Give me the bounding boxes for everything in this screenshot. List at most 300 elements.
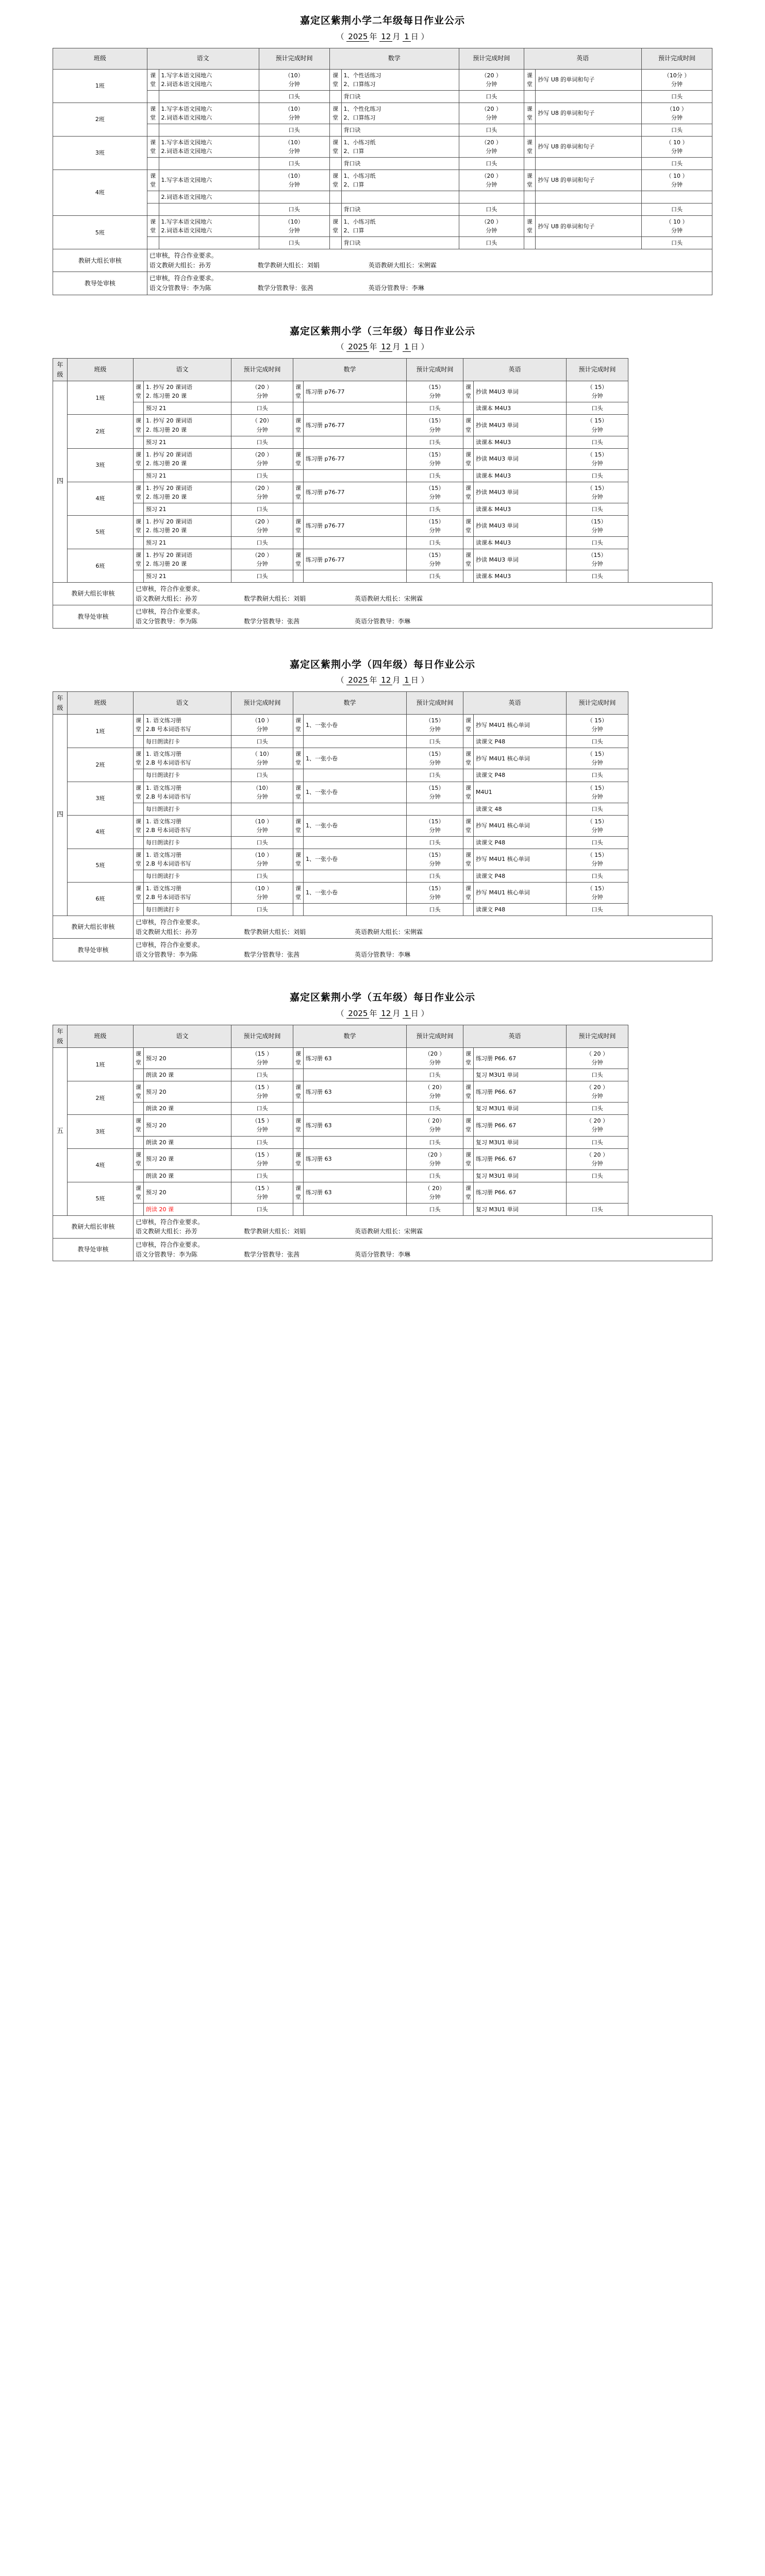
cell-english-time: （ 15） 分钟 [567,748,628,769]
cell-classroom-marker-english [463,1103,474,1115]
cell-english-homework: 读课文 P48 [474,769,567,782]
table-row [53,1170,712,1182]
cell-classroom-marker-chinese [134,1069,144,1081]
cell-class: 3班 [53,136,147,170]
office-math: 数学分管教导：张茜 [244,1250,300,1258]
cell-chinese-homework: 预习 20 [144,1048,231,1069]
cell-math-time: （15） 分钟 [407,782,463,803]
cell-classroom-marker-english [463,904,474,916]
audit-row-research-group [53,916,712,939]
cell-chinese-homework: 1.写字本语文园地六 2.词语本语文园地六 [159,69,259,90]
office-english: 英语分管教导：李琳 [355,951,411,958]
header-class: 班级 [68,359,134,381]
cell-math-time: 口头 [407,769,463,782]
cell-math-time: （15） 分钟 [407,882,463,903]
cell-classroom-marker-english [463,503,474,515]
cell-math-time: （15） 分钟 [407,381,463,402]
cell-chinese-time [231,803,293,815]
audit-label-office: 教导处审核 [53,939,134,961]
group-english: 英语教研大组长：宋俐霖 [355,928,423,936]
cell-classroom-marker-math: 课堂 [329,103,341,124]
cell-english-homework: 读课本 M4U3 [474,469,567,482]
announcement-title-2: 嘉定区紫荆小学（三年级）每日作业公示 [289,325,475,337]
table-row [53,436,712,448]
cell-english-time: 口头 [567,536,628,549]
cell-english-homework: 读课本 M4U3 [474,503,567,515]
date-month: 12 [379,342,392,352]
group-confirm: 已审核，符合作业要求。 [136,1218,204,1226]
table-row [53,136,712,157]
cell-math-homework: 1、一张小卷 [304,882,407,903]
cell-english-time: （ 10 ） 分钟 [641,216,712,237]
cell-classroom-marker-math: 课堂 [293,1182,304,1203]
cell-chinese-time: 口头 [231,1136,293,1148]
cell-classroom-marker-chinese: 课堂 [134,782,144,803]
cell-math-time: 口头 [407,904,463,916]
cell-class: 3班 [68,448,134,482]
cell-classroom-marker-chinese: 课堂 [134,482,144,503]
cell-chinese-homework: 每日朗读打卡 [144,803,231,815]
cell-math-homework: 练习册 p76-77 [304,448,407,469]
cell-english-homework: 抄读 M4U3 单词 [474,482,567,503]
cell-classroom-marker-english: 课堂 [463,381,474,402]
cell-classroom-marker-english: 课堂 [463,748,474,769]
cell-classroom-marker-chinese [134,402,144,415]
cell-classroom-marker-chinese [147,204,159,216]
table-row [53,103,712,124]
header-chinese-time: 预计完成时间 [259,48,329,69]
cell-math-time: （20 ） 分钟 [407,1148,463,1170]
cell-math-homework: 练习册 p76-77 [304,549,407,570]
cell-english-homework: 抄读 M4U3 单词 [474,415,567,436]
cell-chinese-time: （ 10） 分钟 [231,748,293,769]
cell-math-time [407,803,463,815]
cell-chinese-time: （20 ） 分钟 [231,482,293,503]
cell-classroom-marker-math [293,570,304,583]
cell-math-time: 口头 [407,503,463,515]
cell-chinese-homework: 每日朗读打卡 [144,769,231,782]
cell-math-homework: 练习册 63 [304,1048,407,1069]
cell-classroom-marker-math [293,769,304,782]
header-chinese-time: 预计完成时间 [231,1025,293,1047]
table-row [53,1136,712,1148]
cell-chinese-time: 口头 [231,1069,293,1081]
date-month: 12 [379,1009,392,1019]
cell-math-homework [304,570,407,583]
group-english: 英语教研大组长：宋俐霖 [355,595,423,602]
cell-classroom-marker-english [463,536,474,549]
cell-classroom-marker-chinese [147,191,159,204]
announcement-date-4: （ 2025 年 12 月 1 日 ） [336,1008,429,1018]
cell-english-time: 口头 [567,402,628,415]
cell-math-homework [304,1203,407,1215]
table-row [53,469,712,482]
header-class: 班级 [53,48,147,69]
date-year: 2025 [346,342,369,352]
cell-class: 4班 [53,170,147,215]
cell-math-time: （15） 分钟 [407,415,463,436]
cell-classroom-marker-math: 课堂 [293,381,304,402]
cell-chinese-homework: 1. 抄写 20 课词语 2. 练习册 20 课 [144,448,231,469]
cell-english-time: （ 15） 分钟 [567,415,628,436]
cell-chinese-homework: 预习 21 [144,402,231,415]
cell-chinese-homework: 1. 抄写 20 课词语 2. 练习册 20 课 [144,515,231,536]
cell-math-time: （ 20） 分钟 [407,1182,463,1203]
cell-english-time: （15） 分钟 [567,549,628,570]
cell-math-time: 口头 [407,436,463,448]
table-header-row [53,1025,712,1047]
cell-classroom-marker-english: 课堂 [524,170,536,191]
cell-chinese-time: （15 ） 分钟 [231,1182,293,1203]
table-row [53,415,712,436]
office-english: 英语分管教导：李琳 [355,1250,411,1258]
header-chinese-time: 预计完成时间 [231,359,293,381]
cell-chinese-time: （20 ） 分钟 [231,381,293,402]
cell-classroom-marker-math: 课堂 [293,1081,304,1103]
cell-english-time: 口头 [567,503,628,515]
cell-math-homework [304,870,407,882]
cell-classroom-marker-math [329,191,341,204]
cell-math-time: 口头 [407,1203,463,1215]
cell-math-time: （20 ） 分钟 [459,103,524,124]
table-row [53,748,712,769]
cell-class: 3班 [68,782,134,815]
cell-english-homework: 读课文 P48 [474,870,567,882]
cell-math-homework [304,836,407,849]
header-english-time: 预计完成时间 [641,48,712,69]
cell-classroom-marker-math [293,1103,304,1115]
audit-label-research-group: 教研大组长审核 [53,1215,134,1238]
cell-chinese-homework: 1. 抄写 20 课词语 2. 练习册 20 课 [144,482,231,503]
header-english: 英语 [463,1025,567,1047]
cell-math-homework: 练习册 63 [304,1148,407,1170]
cell-english-homework: M4U1 [474,782,567,803]
cell-english-time: （ 15） 分钟 [567,849,628,870]
cell-classroom-marker-math: 课堂 [329,136,341,157]
cell-english-homework: 抄读 M4U3 单词 [474,381,567,402]
cell-english-time: 口头 [641,204,712,216]
cell-chinese-homework: 1. 语文练习册 2.B 号本词语书写 [144,715,231,736]
announcement-title-3: 嘉定区紫荆小学（四年级）每日作业公示 [289,658,475,670]
cell-chinese-homework [159,124,259,136]
cell-english-time: （ 15） 分钟 [567,448,628,469]
cell-english-time: （ 15） 分钟 [567,782,628,803]
cell-classroom-marker-english: 课堂 [463,448,474,469]
cell-classroom-marker-chinese: 课堂 [134,715,144,736]
cell-classroom-marker-chinese: 课堂 [134,1081,144,1103]
cell-math-homework: 1、小练习纸 2、口算 [341,170,459,191]
cell-math-homework [304,436,407,448]
header-chinese: 语文 [134,692,231,715]
cell-english-homework: 读课本 M4U3 [474,570,567,583]
group-math: 数学教研大组长：刘娟 [244,928,306,936]
cell-chinese-homework: 预习 20 [144,1081,231,1103]
cell-math-homework: 背口诀 [341,237,459,249]
office-signatures [136,950,710,960]
cell-math-time: （ 20） 分钟 [407,1115,463,1136]
cell-classroom-marker-english: 课堂 [463,715,474,736]
cell-classroom-marker-chinese [134,904,144,916]
cell-math-time: （15） 分钟 [407,715,463,736]
cell-english-homework: 复习 M3U1 单词 [474,1103,567,1115]
cell-english-time: 口头 [567,769,628,782]
cell-math-homework: 1、一张小卷 [304,815,407,836]
group-chinese: 语文教研大组长：孙芳 [149,261,211,269]
cell-classroom-marker-english: 课堂 [524,69,536,90]
table-row [53,381,712,402]
announcement-block-4 [53,977,712,1261]
cell-english-homework: 读课本 M4U3 [474,536,567,549]
audit-label-office: 教导处审核 [53,272,147,295]
cell-chinese-homework: 1. 语文练习册 2.B 号本词语书写 [144,748,231,769]
cell-chinese-time: 口头 [231,436,293,448]
cell-math-time: 口头 [407,736,463,748]
office-confirm: 已审核，符合作业要求。 [149,275,218,282]
cell-classroom-marker-english [463,736,474,748]
cell-math-time: 口头 [407,870,463,882]
cell-classroom-marker-math [293,436,304,448]
header-grade: 年级 [53,692,68,715]
audit-row-office [53,939,712,961]
header-math: 数学 [293,692,407,715]
cell-english-homework [536,237,642,249]
homework-table-4 [53,1025,712,1261]
table-row [53,191,712,204]
table-row [53,882,712,903]
cell-english-homework: 抄读 M4U3 单词 [474,448,567,469]
announcement-block-1 [53,0,712,295]
cell-classroom-marker-english: 课堂 [463,782,474,803]
audit-row-research-group [53,1215,712,1238]
cell-classroom-marker-math: 课堂 [293,748,304,769]
cell-english-time: 口头 [567,836,628,849]
cell-english-time: （ 15） 分钟 [567,815,628,836]
group-signatures [136,1227,710,1236]
cell-classroom-marker-math [293,836,304,849]
cell-english-homework: 复习 M3U1 单词 [474,1170,567,1182]
cell-math-homework: 练习册 p76-77 [304,482,407,503]
cell-classroom-marker-chinese [134,1203,144,1215]
office-math: 数学分管教导：张茜 [244,951,300,958]
table-row [53,849,712,870]
table-row [53,803,712,815]
cell-math-homework: 练习册 p76-77 [304,381,407,402]
cell-classroom-marker-english [463,1170,474,1182]
group-confirm: 已审核，符合作业要求。 [136,585,204,593]
cell-chinese-time: 口头 [259,204,329,216]
cell-chinese-time: 口头 [231,570,293,583]
cell-classroom-marker-english [524,124,536,136]
table-row [53,715,712,736]
audit-label-office: 教导处审核 [53,1239,134,1261]
cell-math-homework: 1、一张小卷 [304,748,407,769]
cell-chinese-time: （10） 分钟 [231,782,293,803]
cell-classroom-marker-math [293,803,304,815]
cell-grade: 四 [53,715,68,916]
cell-english-homework: 复习 M3U1 单词 [474,1069,567,1081]
cell-classroom-marker-english [463,769,474,782]
cell-math-time: （15） 分钟 [407,448,463,469]
cell-english-time: （ 15） 分钟 [567,715,628,736]
cell-chinese-homework: 朗读 20 课 [144,1136,231,1148]
cell-chinese-homework [159,204,259,216]
cell-class: 2班 [68,1081,134,1115]
cell-english-homework: 抄写 U8 的单词和句子 [536,136,642,157]
cell-chinese-time: （10） 分钟 [259,103,329,124]
cell-math-homework [304,536,407,549]
office-signatures [136,1250,710,1260]
cell-english-time: 口头 [567,904,628,916]
cell-class: 4班 [68,482,134,515]
cell-math-homework [304,1103,407,1115]
cell-math-homework: 练习册 63 [304,1115,407,1136]
homework-table-1 [53,48,712,295]
cell-english-time: 口头 [641,237,712,249]
cell-english-time: 口头 [567,436,628,448]
cell-chinese-homework: 预习 21 [144,436,231,448]
cell-math-time: 口头 [407,402,463,415]
cell-english-time: （ 10 ） 分钟 [641,170,712,191]
cell-chinese-homework: 朗读 20 课 [144,1203,231,1215]
cell-math-time: 口头 [407,1170,463,1182]
cell-math-time: （ 20） 分钟 [407,1081,463,1103]
cell-classroom-marker-math: 课堂 [293,1148,304,1170]
group-math: 数学教研大组长：刘娟 [244,1228,306,1235]
date-year: 2025 [346,1009,369,1019]
cell-classroom-marker-english [524,191,536,204]
cell-classroom-marker-math: 课堂 [293,515,304,536]
table-row [53,549,712,570]
cell-classroom-marker-math: 课堂 [293,849,304,870]
cell-classroom-marker-math: 课堂 [329,69,341,90]
cell-classroom-marker-english: 课堂 [524,216,536,237]
cell-chinese-time: （20 ） 分钟 [231,549,293,570]
cell-classroom-marker-chinese [147,237,159,249]
table-row [53,870,712,882]
cell-english-homework [536,191,642,204]
cell-class: 1班 [68,381,134,415]
cell-classroom-marker-math: 课堂 [293,549,304,570]
cell-chinese-time: （15 ） 分钟 [231,1048,293,1069]
cell-chinese-homework [159,157,259,170]
cell-chinese-homework: 1. 抄写 20 课词语 2. 练习册 20 课 [144,549,231,570]
cell-math-homework: 1、小练习纸 2、口算 [341,216,459,237]
cell-math-time: 口头 [407,570,463,583]
cell-chinese-homework: 预习 20 [144,1115,231,1136]
cell-classroom-marker-chinese [134,503,144,515]
header-english-time: 预计完成时间 [567,1025,628,1047]
audit-body-research-group [134,1215,712,1238]
cell-classroom-marker-math: 课堂 [293,815,304,836]
cell-chinese-homework: 1. 抄写 20 课词语 2. 练习册 20 课 [144,415,231,436]
cell-english-homework: 抄写 M4U1 核心单词 [474,715,567,736]
cell-classroom-marker-chinese: 课堂 [134,815,144,836]
cell-english-homework: 读课文 48 [474,803,567,815]
header-math-time: 预计完成时间 [459,48,524,69]
office-confirm: 已审核，符合作业要求。 [136,608,204,616]
cell-math-homework [304,402,407,415]
cell-classroom-marker-chinese [134,1136,144,1148]
cell-english-time: （10分 ） 分钟 [641,69,712,90]
cell-english-homework: 抄写 M4U1 核心单词 [474,748,567,769]
table-header-row [53,359,712,381]
cell-chinese-homework: 预习 21 [144,503,231,515]
cell-chinese-homework: 1. 抄写 20 课词语 2. 练习册 20 课 [144,381,231,402]
table-row [53,1148,712,1170]
cell-chinese-homework: 2.词语本语文园地六 [159,191,259,204]
cell-chinese-time: 口头 [259,237,329,249]
cell-classroom-marker-chinese [134,536,144,549]
group-chinese: 语文教研大组长：孙芳 [136,595,198,602]
cell-english-time: （ 20 ） 分钟 [567,1081,628,1103]
date-day: 1 [403,1009,411,1019]
cell-classroom-marker-math [293,1170,304,1182]
cell-english-time: （ 20 ） 分钟 [567,1115,628,1136]
cell-classroom-marker-math: 课堂 [293,1048,304,1069]
cell-class: 5班 [68,849,134,882]
cell-math-homework [304,904,407,916]
group-english: 英语教研大组长：宋俐霖 [368,261,437,269]
audit-label-research-group: 教研大组长审核 [53,583,134,605]
cell-class: 6班 [68,882,134,916]
cell-class: 4班 [68,1148,134,1182]
cell-class: 5班 [68,515,134,549]
cell-classroom-marker-math [293,870,304,882]
cell-classroom-marker-chinese [134,1170,144,1182]
table-row [53,69,712,90]
cell-chinese-homework [159,90,259,103]
announcement-date-2: （ 2025 年 12 月 1 日 ） [336,342,429,352]
date-day: 1 [403,32,411,42]
cell-math-homework: 背口诀 [341,124,459,136]
cell-classroom-marker-math [293,736,304,748]
document-page [0,0,765,1286]
cell-chinese-time: （10） 分钟 [259,170,329,191]
cell-classroom-marker-chinese [147,124,159,136]
header-english: 英语 [463,692,567,715]
table-row [53,904,712,916]
announcement-date-3: （ 2025 年 12 月 1 日 ） [336,675,429,685]
header-chinese: 语文 [147,48,259,69]
cell-english-homework [536,124,642,136]
cell-math-homework: 1、个性化练习 2、口算练习 [341,103,459,124]
cell-chinese-homework: 预习 21 [144,469,231,482]
cell-math-time: （15） 分钟 [407,482,463,503]
header-grade: 年级 [53,359,68,381]
table-row [53,1182,712,1203]
cell-math-time: （15） 分钟 [407,515,463,536]
cell-classroom-marker-chinese: 课堂 [134,748,144,769]
cell-chinese-time: （10 ） 分钟 [231,715,293,736]
cell-class: 5班 [68,1182,134,1215]
cell-classroom-marker-math [293,1069,304,1081]
cell-classroom-marker-chinese: 课堂 [134,1182,144,1203]
cell-chinese-time: （10） 分钟 [259,136,329,157]
cell-english-time: 口头 [641,90,712,103]
office-english: 英语分管教导：李琳 [355,617,411,625]
cell-english-homework: 抄写 U8 的单词和句子 [536,103,642,124]
header-class: 班级 [68,692,134,715]
group-confirm: 已审核，符合作业要求。 [149,252,218,260]
date-month: 12 [379,675,392,685]
cell-chinese-time: 口头 [231,1203,293,1215]
cell-math-time: 口头 [459,237,524,249]
cell-english-time: （10 ） 分钟 [641,103,712,124]
group-signatures [136,927,710,937]
cell-chinese-homework: 1. 语文练习册 2.B 号本词语书写 [144,882,231,903]
cell-english-homework: 抄读 M4U3 单词 [474,549,567,570]
cell-chinese-homework: 每日朗读打卡 [144,904,231,916]
